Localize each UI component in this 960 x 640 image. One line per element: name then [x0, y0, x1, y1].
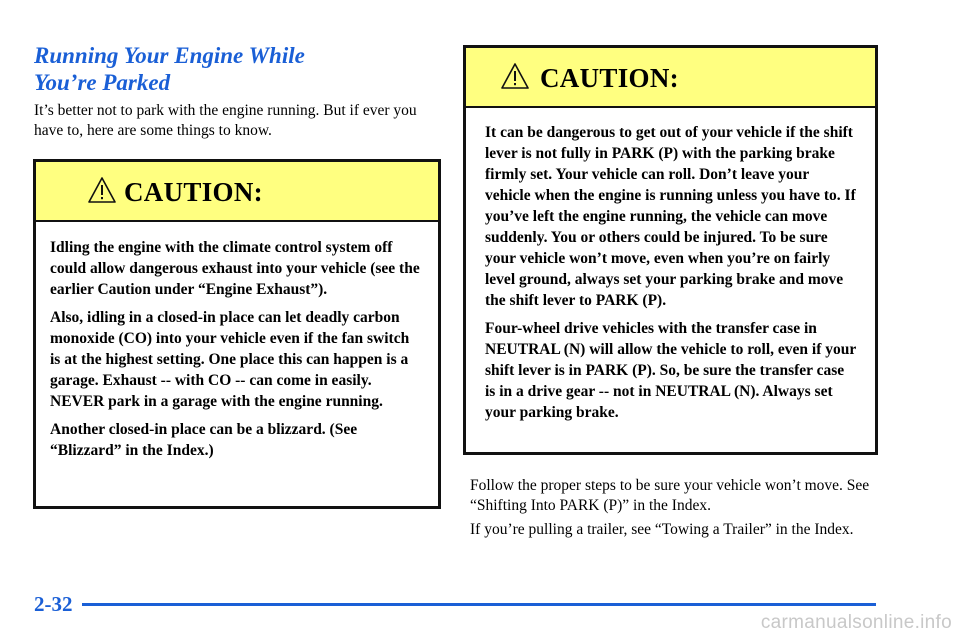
warning-triangle-icon: [87, 176, 117, 204]
caution-box-right: [463, 45, 878, 455]
watermark: carmanualsonline.info: [760, 612, 952, 633]
caution-title: CAUTION:: [540, 63, 679, 93]
caution-paragraph: Another closed-in place can be a blizzard. (See “Blizzard” in the Index.): [50, 421, 358, 459]
body-paragraph-shifting: Follow the proper steps to be sure your vehicle won’t move. See “Shifting Into PARK (P)” in the Index.: [470, 477, 870, 514]
warning-triangle-icon: [500, 62, 530, 90]
caution-paragraph: It can be dangerous to get out of your vehicle if the shift lever is not fully in PARK (P) with the parking brake firmly set. Your vehicle can roll. Don’t leave your vehicle when the engine is running unless you have to. If you’ve left the engine running, the vehicle can move suddenly. You or others could be injured. To be sure your vehicle won’t move, even when you’re on fairly level ground, always set your parking brake and move the shift lever to PARK (P).: [485, 124, 856, 309]
caution-header: [466, 48, 875, 108]
caution-paragraph: Idling the engine with the climate control system off could allow dangerous exhaust into your vehicle (see the earlier Caution under “Engine Exhaust”).: [50, 239, 420, 298]
caution-paragraph: Also, idling in a closed-in place can let deadly carbon monoxide (CO) into your vehicle even if the fan switch is at the highest setting. One place this can happen is a garage. Exhaust -- with CO -- can come in easily. NEVER park in a garage with the engine running.: [50, 309, 410, 410]
page-number: 2-32: [34, 592, 73, 616]
section-heading-line-2: You’re Parked: [34, 70, 171, 95]
caution-box-left: [33, 159, 441, 509]
section-heading: [34, 42, 454, 96]
intro-paragraph: It’s better not to park with the engine running. But if ever you have to, here are some things to know.: [34, 102, 417, 139]
section-heading-line-1: Running Your Engine While: [34, 43, 305, 68]
caution-header: [36, 162, 438, 222]
caution-body: [466, 108, 875, 423]
caution-body: [36, 222, 438, 461]
caution-title: CAUTION:: [124, 177, 263, 207]
caution-paragraph: Four-wheel drive vehicles with the transfer case in NEUTRAL (N) will allow the vehicle to roll, even if your shift lever is in PARK (P). So, be sure the transfer case is in a drive gear -- not in NEUTRAL (N). Always set your parking brake.: [485, 320, 856, 421]
footer-rule: [82, 603, 876, 606]
body-paragraph-towing: If you’re pulling a trailer, see “Towing a Trailer” in the Index.: [470, 521, 854, 538]
